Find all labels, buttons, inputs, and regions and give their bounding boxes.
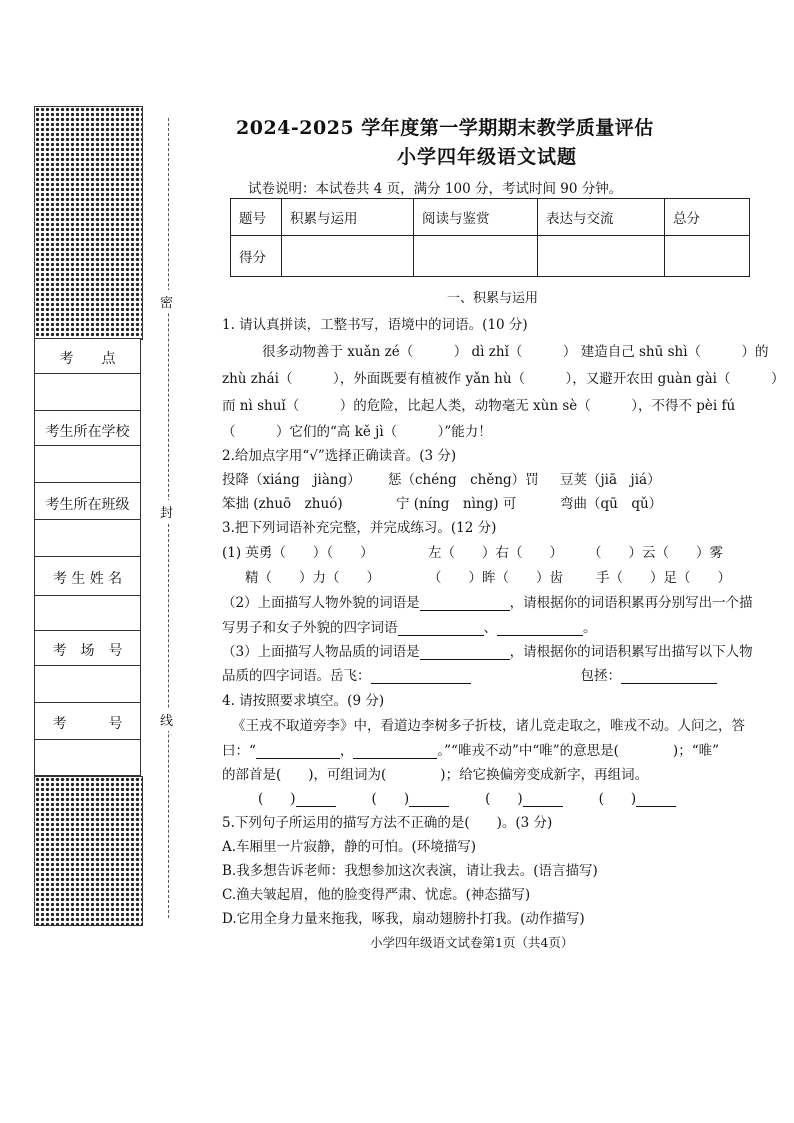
q5-option-a: A.车厢里一片寂静，静的可怕。(环境描写) bbox=[222, 839, 477, 855]
field-exam-site: 考 点 bbox=[59, 351, 116, 367]
score-header-cell: 表达与交流 bbox=[538, 199, 665, 236]
q3-part3-text: 包拯： bbox=[580, 668, 621, 684]
q3-item: 手（ ）足（ ） bbox=[596, 570, 731, 586]
q2-item: 宁 (níng nìng) 可 bbox=[396, 496, 517, 512]
answer-blank[interactable] bbox=[621, 683, 717, 684]
score-header-cell: 积累与运用 bbox=[282, 199, 414, 236]
q1-line: （ ）它们的“高 kě jì（ ）”能力！ bbox=[222, 424, 492, 440]
answer-blank[interactable] bbox=[353, 758, 437, 759]
q3-item: （ ）云（ ）雾 bbox=[588, 545, 723, 561]
field-class: 考生所在班级 bbox=[45, 497, 130, 513]
q3-part2-text: ，请根据你的词语积累再分别写出一个描 bbox=[509, 595, 753, 611]
score-cell[interactable] bbox=[414, 236, 538, 277]
answer-blank[interactable] bbox=[409, 806, 449, 807]
answer-blank[interactable] bbox=[371, 683, 471, 684]
q4-text: ( ) bbox=[485, 791, 523, 807]
field-exam-number: 考 号 bbox=[52, 716, 123, 732]
q4-line2 bbox=[222, 739, 719, 759]
section-heading: 一、积累与运用 bbox=[447, 291, 539, 306]
score-cell[interactable] bbox=[538, 236, 665, 277]
q3-part3-text: （3）上面描写人物品质的词语是 bbox=[222, 644, 420, 660]
answer-blank[interactable] bbox=[256, 758, 340, 759]
q3-part3-text: 品质的四字词语。岳飞： bbox=[222, 668, 371, 684]
exam-subtitle: 小学四年级语文试题 bbox=[397, 146, 578, 168]
q3-part2-line2: 写男子和女子外貌的四字词语 、 。 bbox=[222, 620, 597, 636]
q1-line: 而 nì shuǐ（ ）的危险，比起人类，动物毫无 xùn sè（ ），不得不 pèi fú bbox=[222, 398, 736, 414]
field-room: 考 场 号 bbox=[52, 643, 123, 659]
seal-char-mi: 密 bbox=[160, 290, 173, 313]
q5-option-c: C.渔夫皱起眉，他的脸变得严肃、忧虑。(神态描写) bbox=[222, 887, 531, 903]
binding-pattern-bottom bbox=[34, 776, 143, 926]
answer-blank[interactable] bbox=[398, 635, 484, 636]
page-footer: 小学四年级语文试卷第1页（共4页） bbox=[370, 935, 574, 950]
q4-line4 bbox=[258, 787, 676, 807]
q3-part3-text: ，请根据你的词语积累写出描写以下人物 bbox=[509, 644, 753, 660]
exam-instructions: 试卷说明：本试卷共 4 页，满分 100 分，考试时间 90 分钟。 bbox=[248, 181, 623, 197]
score-header-cell: 总分 bbox=[665, 199, 750, 236]
answer-blank[interactable] bbox=[420, 659, 510, 660]
score-cell[interactable] bbox=[665, 236, 750, 277]
q3-prompt: 3.把下列词语补充完整，并完成练习。(12 分) bbox=[222, 520, 497, 536]
q3-item: 左（ ）右（ ） bbox=[428, 545, 563, 561]
answer-blank[interactable] bbox=[420, 610, 510, 611]
field-name: 考 生 姓 名 bbox=[52, 571, 123, 587]
q3-item: (1) 英勇（ ）（ ） bbox=[222, 545, 374, 561]
q3-part2 bbox=[222, 591, 753, 611]
seal-char-feng: 封 bbox=[160, 500, 173, 523]
q4-text: ， bbox=[339, 743, 354, 759]
q3-item: （ ）眸（ ）齿 bbox=[428, 570, 563, 586]
score-table bbox=[230, 198, 750, 277]
answer-blank[interactable] bbox=[296, 806, 336, 807]
q4-text: ( ) bbox=[258, 791, 296, 807]
answer-blank[interactable] bbox=[497, 635, 583, 636]
q4-text: 曰：“ bbox=[222, 743, 256, 759]
q3-item: 精（ ）力（ ） bbox=[245, 570, 380, 586]
q2-item: 豆荚（jiā jiá） bbox=[560, 472, 661, 488]
q2-item: 投降（xiáng jiàng） bbox=[222, 472, 361, 488]
field-school: 考生所在学校 bbox=[45, 424, 130, 440]
q2-item: 弯曲（qū qǔ） bbox=[560, 496, 663, 512]
seal-char-xian: 线 bbox=[160, 708, 173, 731]
q5-option-b: B.我多想告诉老师：我想参加这次表演，请让我去。(语言描写) bbox=[222, 863, 598, 879]
q3-part3 bbox=[222, 640, 753, 660]
q5-option-d: D.它用全身力量来拖我，啄我，扇动翅膀扑打我。(动作描写) bbox=[222, 911, 585, 927]
q2-item: 惩（chéng chěng）罚 bbox=[388, 472, 539, 488]
q3-part3-line2 bbox=[222, 664, 717, 684]
q2-prompt: 2.给加点字用“√”选择正确读音。(3 分) bbox=[222, 448, 457, 464]
q1-prompt: 1. 请认真拼读，工整书写，语境中的词语。(10 分) bbox=[222, 317, 528, 333]
q3-part2-text: （2）上面描写人物外貌的词语是 bbox=[222, 595, 420, 611]
q4-text: ( ) bbox=[371, 791, 410, 807]
score-row-label: 得分 bbox=[231, 236, 282, 277]
q1-line: 很多动物善于 xuǎn zé（ ） dì zhǐ（ ） 建造自己 shū shì（ ）的 bbox=[262, 344, 769, 360]
score-header-cell: 阅读与鉴赏 bbox=[414, 199, 538, 236]
score-cell[interactable] bbox=[282, 236, 414, 277]
score-header-cell: 题号 bbox=[231, 199, 282, 236]
answer-blank[interactable] bbox=[636, 806, 676, 807]
q1-line: zhù zhái（ ），外面既要有植被作 yǎn hù（ ），又避开农田 guàn gài（ ） bbox=[222, 371, 785, 387]
exam-title: 2024-2025 学年度第一学期期末教学质量评估 bbox=[236, 117, 654, 139]
q4-line: 《王戎不取道旁李》中，看道边李树多子折枝，诸儿竞走取之，唯戎不动。人问之，答 bbox=[232, 718, 745, 734]
q4-prompt: 4. 请按照要求填空。(9 分) bbox=[222, 693, 385, 709]
q3-part2-text: 写男子和女子外貌的四字词语 bbox=[222, 620, 398, 636]
answer-blank[interactable] bbox=[523, 806, 563, 807]
q4-line: 的部首是( )，可组词为( )；给它换偏旁变成新字，再组词。 bbox=[222, 767, 649, 783]
q5-prompt: 5.下列句子所运用的描写方法不正确的是( )。(3 分) bbox=[222, 815, 553, 831]
binding-pattern-top bbox=[34, 106, 143, 340]
q4-text: ( ) bbox=[598, 791, 637, 807]
q2-item: 笨拙 (zhuō zhuó) bbox=[222, 496, 343, 512]
q4-text: 。”“唯戎不动”中“唯”的意思是( )；“唯” bbox=[437, 743, 720, 759]
